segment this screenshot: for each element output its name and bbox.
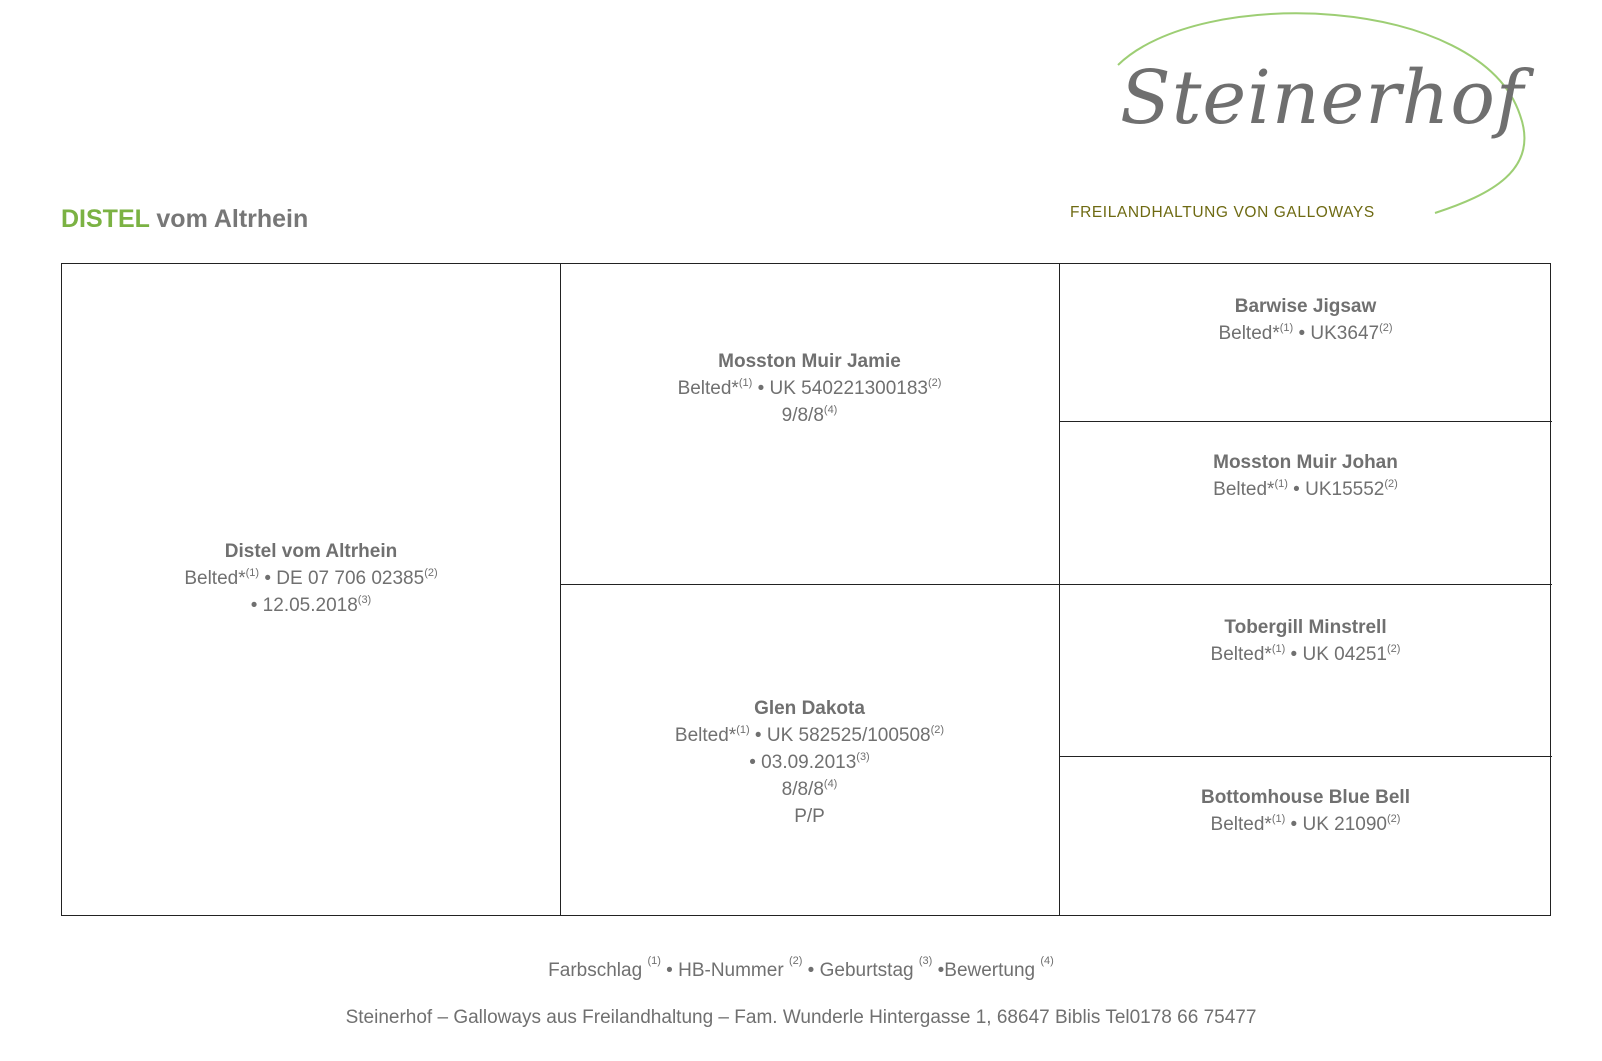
- sire-dam-line1: Belted*$^{(1)}$ • UK15552$^{(2)}$: [1213, 478, 1398, 500]
- pedigree-sire-dam: [1059, 449, 1552, 503]
- divider: [1059, 756, 1552, 757]
- dam-dam-line1: Belted*$^{(1)}$ • UK 21090$^{(2)}$: [1210, 813, 1401, 835]
- page-title: [61, 205, 308, 234]
- dam-sire-line1: Belted*$^{(1)}$ • UK 04251$^{(2)}$: [1210, 643, 1401, 665]
- title-highlight: DISTEL: [61, 205, 150, 233]
- pedigree-dam-dam: [1059, 784, 1552, 838]
- pedigree-sire-sire: [1059, 293, 1552, 347]
- dam-line1: Belted*$^{(1)}$ • UK 582525/100508$^{(2)}$: [674, 724, 945, 746]
- animal-line2: • 12.05.2018$^{(3)}$: [250, 594, 372, 616]
- legend: Farbschlag $^{(1)}$ • HB-Nummer $^{(2)}$ • Geburtstag $^{(3)}$ •Bewertung $^{(4)}$: [548, 955, 1054, 981]
- pedigree-animal: [62, 538, 560, 619]
- dam-line3: 8/8/8$^{(4)}$: [781, 778, 838, 800]
- sire-name: Mosston Muir Jamie: [718, 351, 901, 372]
- sire-dam-name: Mosston Muir Johan: [1213, 452, 1398, 473]
- sire-sire-line1: Belted*$^{(1)}$ • UK3647$^{(2)}$: [1218, 322, 1393, 344]
- steinerhof-logo: [1060, 5, 1530, 235]
- animal-line1: Belted*$^{(1)}$ • DE 07 706 02385$^{(2)}$: [184, 567, 438, 589]
- dam-dam-name: Bottomhouse Blue Bell: [1200, 787, 1410, 808]
- pedigree-sire: [560, 348, 1059, 429]
- animal-name: Distel vom Altrhein: [224, 541, 398, 562]
- sire-line2: 9/8/8$^{(4)}$: [781, 404, 838, 426]
- divider: [560, 584, 1552, 585]
- pedigree-dam-sire: [1059, 614, 1552, 668]
- pedigree-table: [61, 263, 1551, 916]
- sire-line1: Belted*$^{(1)}$ • UK 540221300183$^{(2)}$: [677, 377, 942, 399]
- dam-name: Glen Dakota: [754, 698, 865, 719]
- logo-tagline: FREILANDHALTUNG VON GALLOWAYS: [1070, 204, 1375, 221]
- sire-sire-name: Barwise Jigsaw: [1234, 296, 1377, 317]
- divider: [1059, 421, 1552, 422]
- dam-line2: • 03.09.2013$^{(3)}$: [749, 751, 870, 773]
- logo-wordmark: Steinerhof: [1120, 55, 1525, 141]
- title-rest: vom Altrhein: [149, 205, 309, 233]
- pedigree-dam: [560, 695, 1059, 830]
- dam-line4: P/P: [794, 806, 825, 827]
- dam-sire-name: Tobergill Minstrell: [1224, 617, 1387, 638]
- footer-address: Steinerhof – Galloways aus Freilandhaltung – Fam. Wunderle Hintergasse 1, 68647 Biblis Tel0178 66 75477: [345, 1007, 1257, 1028]
